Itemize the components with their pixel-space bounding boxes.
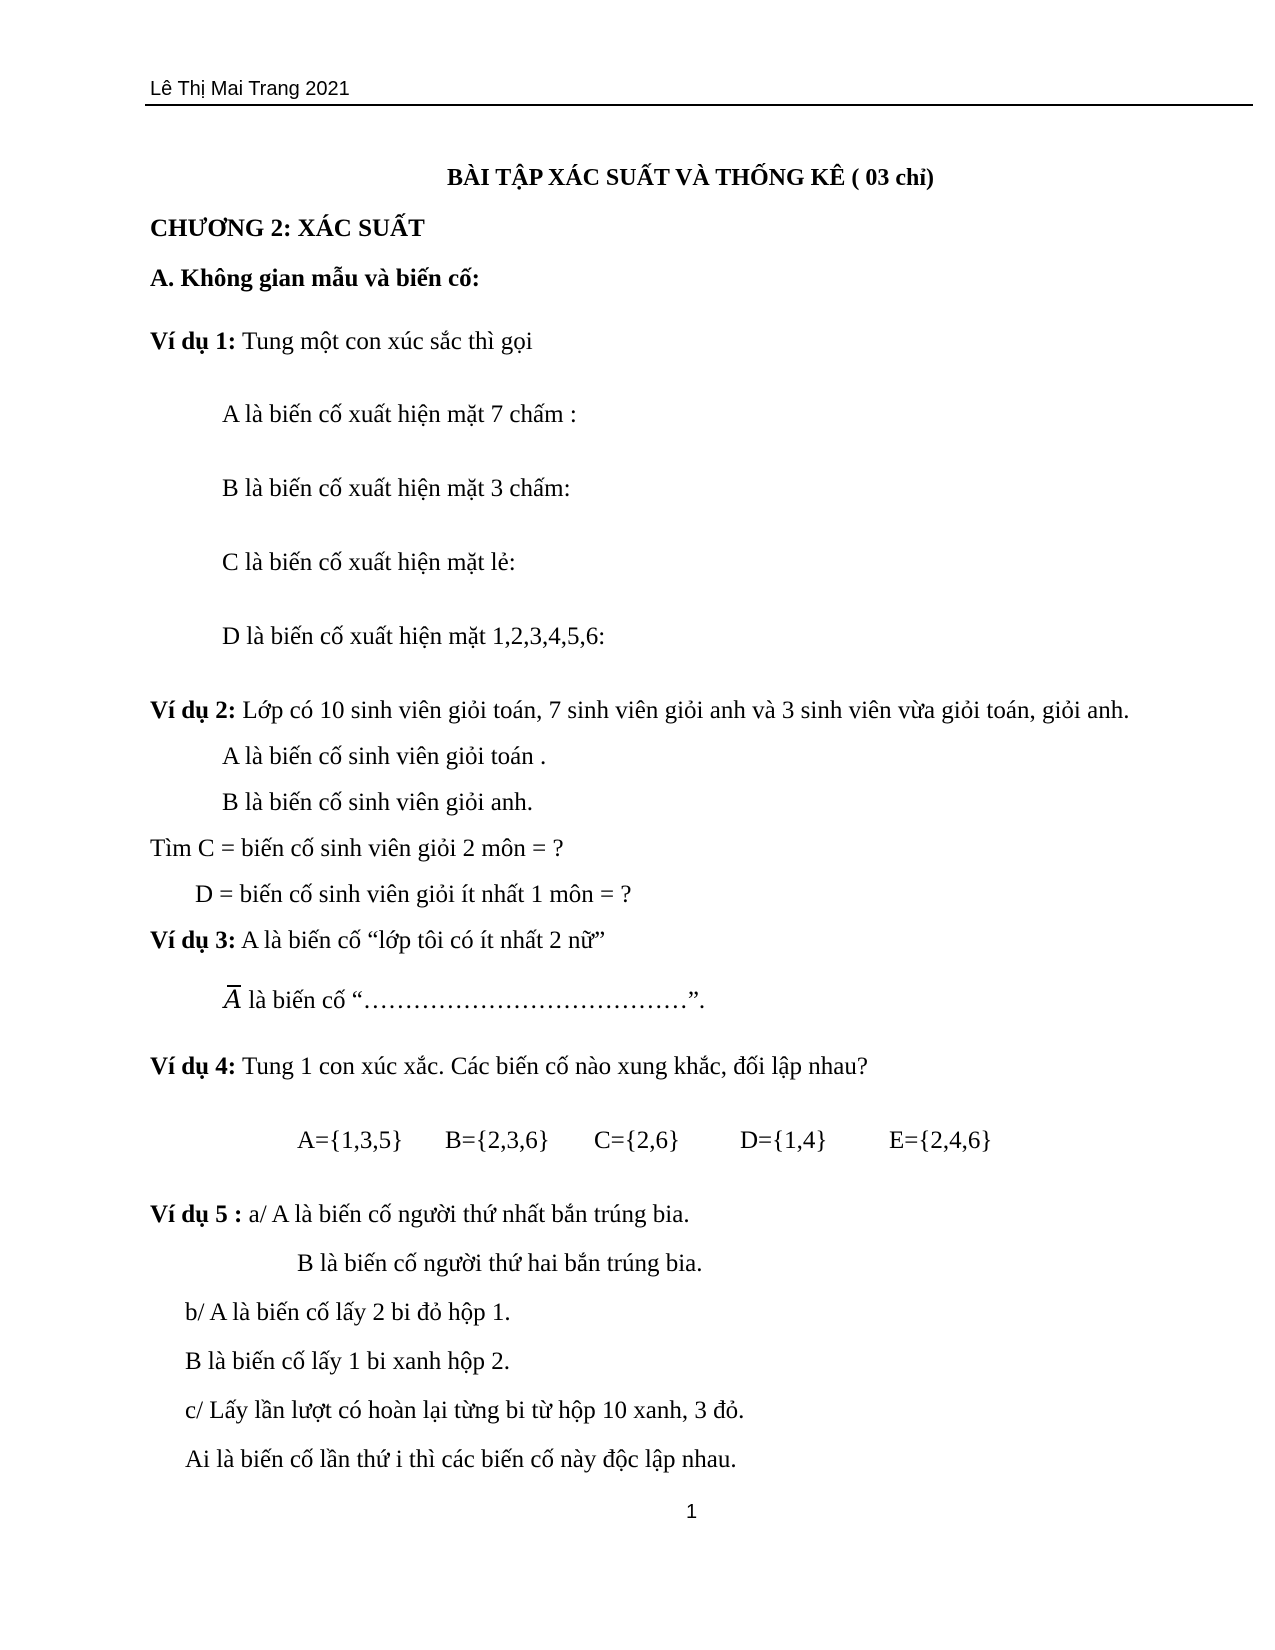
- example-5-line: b/ A là biến cố lấy 2 bi đỏ hộp 1.: [185, 1299, 511, 1326]
- example-4-text: Tung 1 con xúc xắc. Các biến cố nào xung khắc, đối lập nhau?: [236, 1053, 868, 1080]
- example-2-item: A là biến cố sinh viên giỏi toán .: [222, 743, 547, 770]
- section-heading: A. Không gian mẫu và biến cố:: [150, 265, 480, 292]
- example-2-paragraph: [150, 698, 1129, 723]
- example-5-paragraph: [150, 1202, 690, 1227]
- set-a: A={1,3,5}: [297, 1127, 404, 1154]
- example-1-paragraph: [150, 329, 533, 354]
- example-3-label: Ví dụ 3:: [150, 927, 237, 954]
- example-3-paragraph: [150, 928, 605, 953]
- example-3-complement-line: [224, 987, 705, 1013]
- page-number: 1: [686, 1501, 698, 1523]
- header-rule: [145, 104, 1253, 106]
- example-1-item: B là biến cố xuất hiện mặt 3 chấm:: [222, 475, 571, 502]
- example-3-text: A là biến cố “lớp tôi có ít nhất 2 nữ”: [236, 927, 606, 954]
- example-1-label: Ví dụ 1:: [150, 328, 237, 355]
- example-2-item: B là biến cố sinh viên giỏi anh.: [222, 789, 534, 816]
- example-1-item: D là biến cố xuất hiện mặt 1,2,3,4,5,6:: [222, 623, 606, 650]
- example-1-text: Tung một con xúc sắc thì gọi: [236, 328, 533, 355]
- document-title: BÀI TẬP XÁC SUẤT VÀ THỐNG KÊ ( 03 chỉ): [447, 165, 934, 191]
- a-complement-symbol: A: [224, 985, 243, 1014]
- example-2-question: D = biến cố sinh viên giỏi ít nhất 1 môn = ?: [195, 881, 632, 908]
- example-5-line: Ai là biến cố lần thứ i thì các biến cố này độc lập nhau.: [185, 1446, 737, 1473]
- set-d: D={1,4}: [740, 1127, 828, 1154]
- example-5-line: c/ Lấy lần lượt có hoàn lại từng bi từ hộp 10 xanh, 3 đỏ.: [185, 1397, 745, 1424]
- example-4-label: Ví dụ 4:: [150, 1053, 237, 1080]
- example-5-label: Ví dụ 5 :: [150, 1201, 243, 1228]
- header-text: Lê Thị Mai Trang 2021: [150, 78, 350, 100]
- example-2-question: Tìm C = biến cố sinh viên giỏi 2 môn = ?: [150, 835, 564, 862]
- set-c: C={2,6}: [594, 1127, 681, 1154]
- example-1-item: C là biến cố xuất hiện mặt lẻ:: [222, 549, 516, 576]
- example-3-complement-text: là biến cố “…………………………………”.: [242, 987, 706, 1014]
- example-5-line: B là biến cố lấy 1 bi xanh hộp 2.: [185, 1348, 510, 1375]
- example-5-text: a/ A là biến cố người thứ nhất bắn trúng bia.: [242, 1201, 690, 1228]
- example-5-line: B là biến cố người thứ hai bắn trúng bia.: [297, 1250, 703, 1277]
- example-2-label: Ví dụ 2:: [150, 697, 237, 724]
- example-2-text: Lớp có 10 sinh viên giỏi toán, 7 sinh viên giỏi anh và 3 sinh viên vừa giỏi toán, giỏi anh.: [236, 697, 1130, 724]
- chapter-heading: CHƯƠNG 2: XÁC SUẤT: [150, 215, 425, 242]
- example-4-paragraph: [150, 1054, 868, 1079]
- example-1-item: A là biến cố xuất hiện mặt 7 chấm :: [222, 401, 577, 428]
- set-b: B={2,3,6}: [445, 1127, 550, 1154]
- set-e: E={2,4,6}: [889, 1127, 993, 1154]
